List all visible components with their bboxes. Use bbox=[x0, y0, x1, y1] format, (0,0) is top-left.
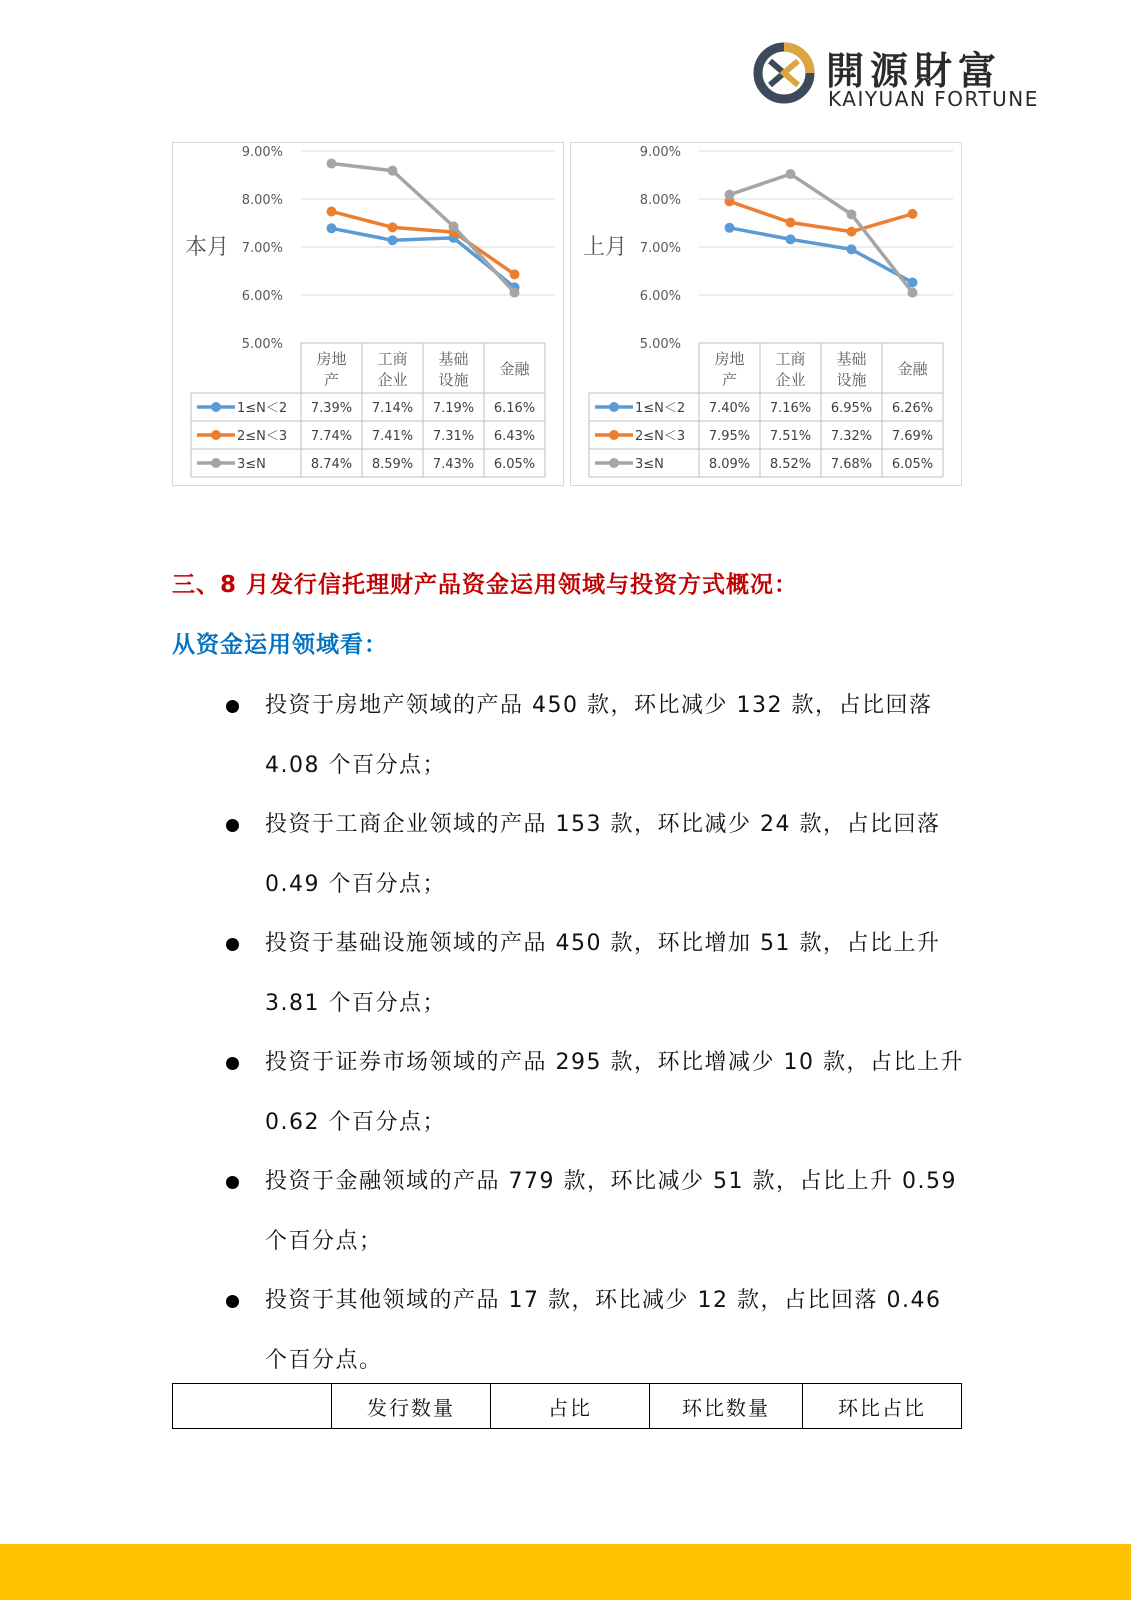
legend-label: 3≤N bbox=[237, 457, 266, 472]
chart-side-label: 本月 bbox=[185, 235, 230, 260]
legend-label: 3≤N bbox=[635, 457, 664, 472]
data-label: 7.43% bbox=[432, 457, 475, 472]
list-item: 投资于证券市场领域的产品 295 款，环比增减少 10 款，占比上升 0.62 个百分点； bbox=[224, 1033, 964, 1152]
legend-label: 2≤N＜3 bbox=[237, 429, 288, 444]
data-label: 7.74% bbox=[310, 429, 353, 444]
category-label: 房地 bbox=[316, 350, 347, 368]
category-label: 企业 bbox=[775, 371, 806, 389]
list-item: 投资于金融领域的产品 779 款，环比减少 51 款，占比上升 0.59 个百分点； bbox=[224, 1152, 964, 1271]
y-tick-label: 8.00% bbox=[639, 193, 681, 208]
footer-bar bbox=[0, 1544, 1131, 1600]
data-label: 7.69% bbox=[891, 429, 934, 444]
table-header-cell: 环比占比 bbox=[803, 1384, 962, 1429]
category-label: 产 bbox=[323, 371, 340, 389]
category-label: 设施 bbox=[836, 371, 867, 389]
chart-svg bbox=[571, 143, 961, 485]
y-tick-label: 5.00% bbox=[639, 337, 681, 352]
data-label: 7.32% bbox=[830, 429, 873, 444]
summary-table bbox=[172, 1383, 962, 1429]
data-label: 6.43% bbox=[493, 429, 536, 444]
list-item: 投资于其他领域的产品 17 款，环比减少 12 款，占比回落 0.46 个百分点。 bbox=[224, 1271, 964, 1390]
section-subtitle: 从资金运用领域看： bbox=[172, 632, 388, 658]
category-label: 企业 bbox=[377, 371, 408, 389]
table-header-cell bbox=[173, 1384, 332, 1429]
chart-svg bbox=[173, 143, 563, 485]
legend-marker bbox=[609, 402, 619, 412]
data-label: 8.74% bbox=[310, 457, 353, 472]
legend-marker bbox=[211, 430, 221, 440]
data-label: 7.95% bbox=[708, 429, 751, 444]
data-point bbox=[847, 244, 857, 254]
data-point bbox=[327, 223, 337, 233]
company-logo bbox=[752, 40, 1042, 112]
data-label: 8.59% bbox=[371, 457, 414, 472]
y-tick-label: 5.00% bbox=[241, 337, 283, 352]
y-tick-label: 7.00% bbox=[639, 241, 681, 256]
series-line bbox=[730, 201, 913, 231]
data-label: 7.68% bbox=[830, 457, 873, 472]
y-tick-label: 6.00% bbox=[241, 289, 283, 304]
data-label: 7.14% bbox=[371, 401, 414, 416]
data-point bbox=[388, 166, 398, 176]
data-point bbox=[786, 169, 796, 179]
section-title: 三、8 月发行信托理财产品资金运用领域与投资方式概况： bbox=[172, 572, 799, 598]
data-label: 7.19% bbox=[432, 401, 475, 416]
data-label: 6.16% bbox=[493, 401, 536, 416]
list-item: 投资于工商企业领域的产品 153 款，环比减少 24 款，占比回落 0.49 个百分点； bbox=[224, 795, 964, 914]
legend-label: 1≤N＜2 bbox=[237, 401, 288, 416]
category-label: 金融 bbox=[499, 360, 530, 378]
data-point bbox=[327, 206, 337, 216]
data-point bbox=[786, 234, 796, 244]
data-point bbox=[510, 269, 520, 279]
chart-side-label: 上月 bbox=[583, 235, 628, 260]
legend-marker bbox=[211, 458, 221, 468]
category-label: 房地 bbox=[714, 350, 745, 368]
data-point bbox=[510, 288, 520, 298]
data-point bbox=[388, 235, 398, 245]
data-label: 6.05% bbox=[891, 457, 934, 472]
table-header-cell: 发行数量 bbox=[332, 1384, 491, 1429]
data-label: 7.16% bbox=[769, 401, 812, 416]
legend-marker bbox=[609, 458, 619, 468]
category-label: 金融 bbox=[897, 360, 928, 378]
category-label: 设施 bbox=[438, 371, 469, 389]
series-line bbox=[332, 228, 515, 287]
legend-label: 2≤N＜3 bbox=[635, 429, 686, 444]
category-label: 工商 bbox=[377, 350, 408, 368]
y-tick-label: 8.00% bbox=[241, 193, 283, 208]
y-tick-label: 9.00% bbox=[241, 145, 283, 160]
bullet-list bbox=[224, 676, 964, 1390]
data-point bbox=[388, 222, 398, 232]
data-label: 7.51% bbox=[769, 429, 812, 444]
data-point bbox=[847, 209, 857, 219]
category-label: 工商 bbox=[775, 350, 806, 368]
table-header-cell: 占比 bbox=[491, 1384, 650, 1429]
chart-this-month bbox=[172, 142, 564, 486]
data-label: 6.95% bbox=[830, 401, 873, 416]
logo-chinese-name: 開源財富 bbox=[826, 49, 1003, 93]
category-label: 基础 bbox=[836, 350, 867, 368]
kaiyuan-emblem-icon bbox=[752, 40, 816, 106]
category-label: 产 bbox=[721, 371, 738, 389]
table-header-cell: 环比数量 bbox=[650, 1384, 803, 1429]
data-point bbox=[327, 158, 337, 168]
logo-english-name: KAIYUAN FORTUNE bbox=[828, 87, 1039, 111]
table-header-row bbox=[173, 1384, 962, 1429]
data-point bbox=[908, 288, 918, 298]
data-label: 7.41% bbox=[371, 429, 414, 444]
data-label: 6.26% bbox=[891, 401, 934, 416]
data-point bbox=[725, 223, 735, 233]
data-label: 8.52% bbox=[769, 457, 812, 472]
data-point bbox=[449, 221, 459, 231]
list-item: 投资于基础设施领域的产品 450 款，环比增加 51 款，占比上升 3.81 个百分点； bbox=[224, 914, 964, 1033]
y-tick-label: 9.00% bbox=[639, 145, 681, 160]
data-point bbox=[908, 209, 918, 219]
data-label: 7.39% bbox=[310, 401, 353, 416]
category-label: 基础 bbox=[438, 350, 469, 368]
data-point bbox=[786, 218, 796, 228]
y-tick-label: 6.00% bbox=[639, 289, 681, 304]
data-label: 7.31% bbox=[432, 429, 475, 444]
data-label: 6.05% bbox=[493, 457, 536, 472]
chart-last-month bbox=[570, 142, 962, 486]
data-point bbox=[725, 190, 735, 200]
data-point bbox=[847, 227, 857, 237]
y-tick-label: 7.00% bbox=[241, 241, 283, 256]
legend-label: 1≤N＜2 bbox=[635, 401, 686, 416]
list-item: 投资于房地产领域的产品 450 款，环比减少 132 款，占比回落 4.08 个百分点； bbox=[224, 676, 964, 795]
data-label: 7.40% bbox=[708, 401, 751, 416]
data-label: 8.09% bbox=[708, 457, 751, 472]
legend-marker bbox=[211, 402, 221, 412]
legend-marker bbox=[609, 430, 619, 440]
